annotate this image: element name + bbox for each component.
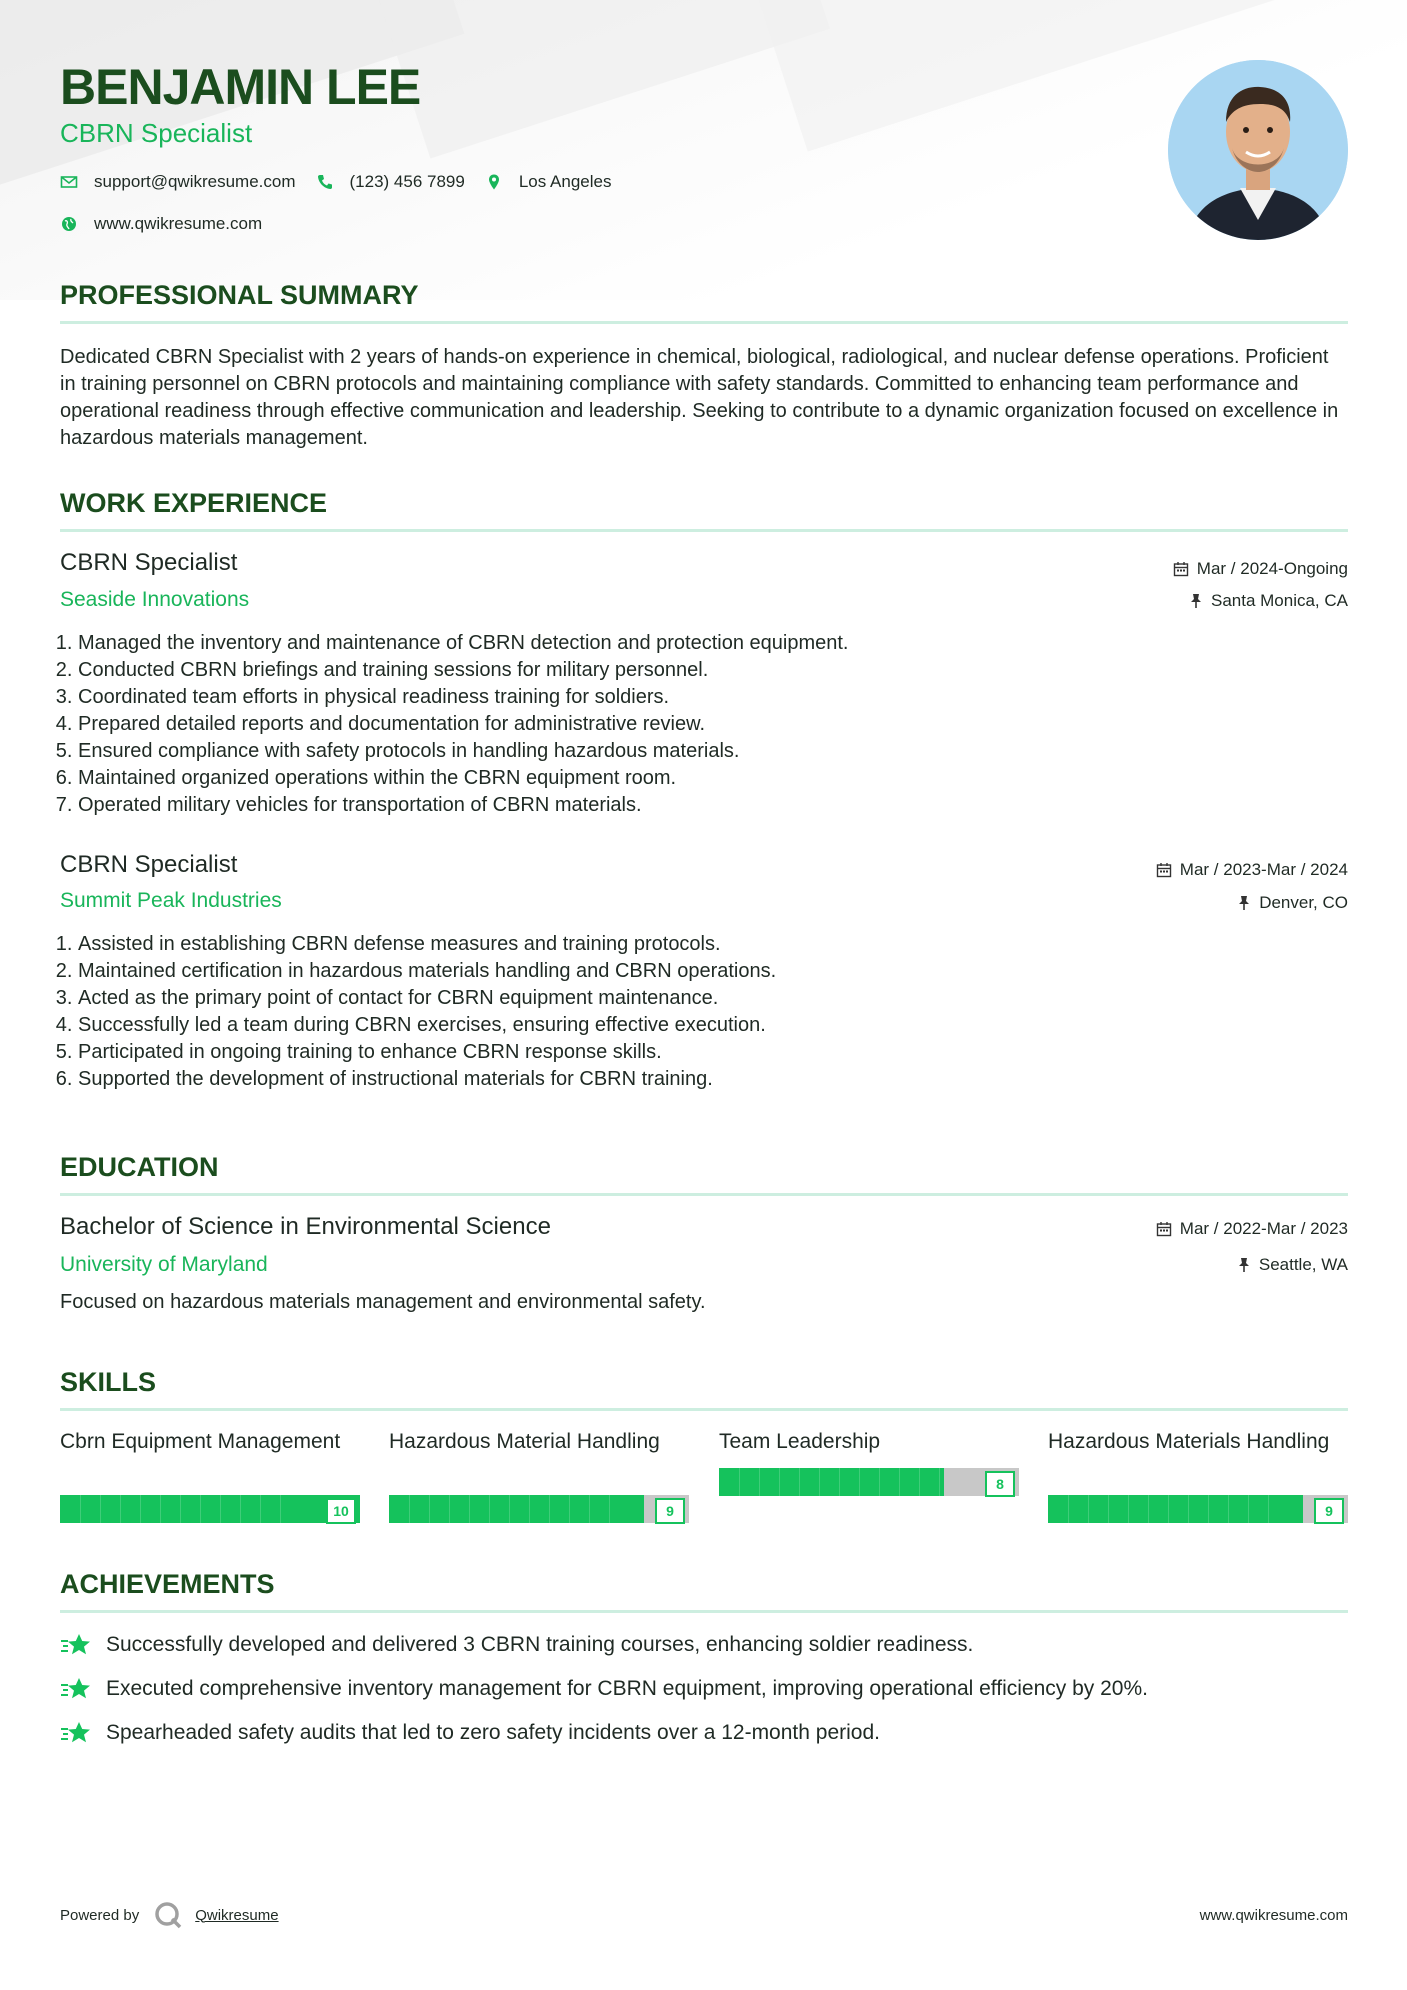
contact-location-text: Los Angeles [518, 172, 612, 191]
contact-email[interactable] [60, 172, 296, 192]
skills-divider [60, 1408, 1348, 1411]
skill-item [719, 1428, 1019, 1492]
profile-photo [1168, 60, 1348, 240]
experience-heading: WORK EXPERIENCE [60, 488, 328, 518]
star-icon [60, 1676, 92, 1702]
globe-icon [60, 215, 78, 233]
education-school: University of Maryland [60, 1253, 268, 1276]
skill-bar-fill [1048, 1495, 1303, 1523]
education-heading: EDUCATION [60, 1152, 219, 1182]
qwikresume-logo-icon [153, 1900, 183, 1930]
education-description: Focused on hazardous materials management and environmental safety. [60, 1291, 706, 1313]
achievement-item [60, 1632, 973, 1658]
education-dates [1156, 1219, 1348, 1239]
calendar-icon [1173, 561, 1189, 577]
achievements-divider [60, 1610, 1348, 1613]
pin-icon [1237, 895, 1251, 911]
skill-bar-fill [719, 1468, 944, 1496]
candidate-name: BENJAMIN LEE [60, 59, 421, 115]
list-item: 5. Ensured compliance with safety protocols in handling hazardous materials. [78, 738, 1358, 765]
star-icon [60, 1632, 92, 1658]
job-2-bullets [58, 931, 1358, 1093]
map-pin-icon [485, 173, 503, 191]
skill-level-badge: 9 [655, 1498, 685, 1524]
footer-url[interactable]: www.qwikresume.com [1199, 1907, 1348, 1924]
achievement-text: Successfully developed and delivered 3 CBRN training courses, enhancing soldier readiness. [106, 1633, 974, 1656]
profile-photo-illustration [1168, 60, 1348, 240]
skill-level-badge: 10 [326, 1498, 356, 1524]
skill-bar-fill [389, 1495, 644, 1523]
contact-location [485, 172, 612, 192]
skill-item [60, 1428, 360, 1519]
footer-branding [60, 1900, 279, 1930]
skill-name: Cbrn Equipment Management [60, 1430, 341, 1453]
job-1-location-text: Santa Monica, CA [1210, 591, 1348, 610]
skill-level-badge: 9 [1314, 1498, 1344, 1524]
job-1-title: CBRN Specialist [60, 549, 238, 576]
calendar-icon [1156, 1221, 1172, 1237]
skill-name: Hazardous Material Handling [389, 1430, 660, 1453]
contact-row-2 [60, 214, 282, 234]
list-item: 2. Maintained certification in hazardous materials handling and CBRN operations. [78, 958, 1358, 985]
summary-divider [60, 321, 1348, 324]
skill-level-bar [719, 1468, 1019, 1496]
list-item: 3. Acted as the primary point of contact for CBRN equipment maintenance. [78, 985, 1358, 1012]
skills-heading: SKILLS [60, 1367, 157, 1397]
contact-website[interactable] [60, 214, 262, 234]
job-1-location [1189, 591, 1348, 611]
calendar-icon [1156, 862, 1172, 878]
contact-website-text: www.qwikresume.com [94, 214, 263, 233]
skill-level-bar [389, 1495, 689, 1523]
achievement-item [60, 1676, 1148, 1702]
list-item: 5. Participated in ongoing training to enhance CBRN response skills. [78, 1039, 1358, 1066]
pin-icon [1189, 593, 1203, 609]
contact-phone[interactable] [316, 172, 465, 192]
star-icon [60, 1720, 92, 1746]
candidate-title: CBRN Specialist [60, 118, 253, 148]
list-item: 4. Prepared detailed reports and documentation for administrative review. [78, 711, 1358, 738]
job-1-dates-text: Mar / 2024-Ongoing [1196, 559, 1348, 578]
job-1-bullets [58, 630, 1358, 819]
skill-level-bar [60, 1495, 360, 1523]
list-item: 6. Supported the development of instructional materials for CBRN training. [78, 1066, 1358, 1093]
achievement-text: Spearheaded safety audits that led to zero safety incidents over a 12-month period. [106, 1721, 880, 1744]
job-2-location [1237, 893, 1348, 913]
education-dates-text: Mar / 2022-Mar / 2023 [1179, 1219, 1348, 1238]
pin-icon [1237, 1257, 1251, 1273]
summary-heading: PROFESSIONAL SUMMARY [60, 280, 419, 310]
achievements-heading: ACHIEVEMENTS [60, 1569, 275, 1599]
summary-text: Dedicated CBRN Specialist with 2 years of hands-on experience in chemical, biological, radiological, and nuclear defense operations. Proficient in training personnel on CBRN protocols and maintaining compliance with safety standards. Committed to enhancing team performance and operational readiness through effective communication and leadership. Seeking to contribute to a dynamic organization focused on excellence in hazardous materials management. [60, 346, 1339, 449]
education-divider [60, 1193, 1348, 1196]
education-location-text: Seattle, WA [1258, 1255, 1348, 1274]
job-2-location-text: Denver, CO [1259, 893, 1348, 912]
education-location [1237, 1255, 1348, 1275]
contact-email-text: support@qwikresume.com [94, 172, 296, 191]
list-item: 1. Managed the inventory and maintenance of CBRN detection and protection equipment. [78, 630, 1358, 657]
list-item: 2. Conducted CBRN briefings and training sessions for military personnel. [78, 657, 1358, 684]
phone-icon [316, 173, 334, 191]
job-1-company: Seaside Innovations [60, 588, 250, 611]
email-icon [60, 173, 78, 191]
job-2-dates-text: Mar / 2023-Mar / 2024 [1179, 860, 1348, 879]
education-degree: Bachelor of Science in Environmental Science [60, 1213, 551, 1240]
skill-level-bar [1048, 1495, 1348, 1523]
job-2-dates [1156, 860, 1348, 880]
qwikresume-link[interactable]: Qwikresume [195, 1906, 279, 1924]
achievement-item [60, 1720, 880, 1746]
skill-item [389, 1428, 689, 1519]
job-2-company: Summit Peak Industries [60, 889, 282, 912]
list-item: 3. Coordinated team efforts in physical readiness training for soldiers. [78, 684, 1358, 711]
powered-by-label: Powered by [60, 1906, 140, 1924]
achievement-text: Executed comprehensive inventory management for CBRN equipment, improving operational efficiency by 20%. [106, 1677, 1148, 1700]
list-item: 7. Operated military vehicles for transportation of CBRN materials. [78, 792, 1358, 819]
contact-phone-text: (123) 456 7899 [349, 172, 465, 191]
skill-bar-fill [60, 1495, 360, 1523]
job-2-title: CBRN Specialist [60, 851, 238, 878]
skill-level-badge: 8 [985, 1471, 1015, 1497]
list-item: 4. Successfully led a team during CBRN exercises, ensuring effective execution. [78, 1012, 1358, 1039]
skill-name: Team Leadership [719, 1430, 881, 1453]
list-item: 1. Assisted in establishing CBRN defense measures and training protocols. [78, 931, 1358, 958]
skill-name: Hazardous Materials Handling [1048, 1430, 1330, 1453]
job-1-dates [1173, 559, 1348, 579]
list-item: 6. Maintained organized operations within the CBRN equipment room. [78, 765, 1358, 792]
contact-row-1 [60, 172, 631, 192]
skill-item [1048, 1428, 1348, 1519]
experience-divider [60, 529, 1348, 532]
